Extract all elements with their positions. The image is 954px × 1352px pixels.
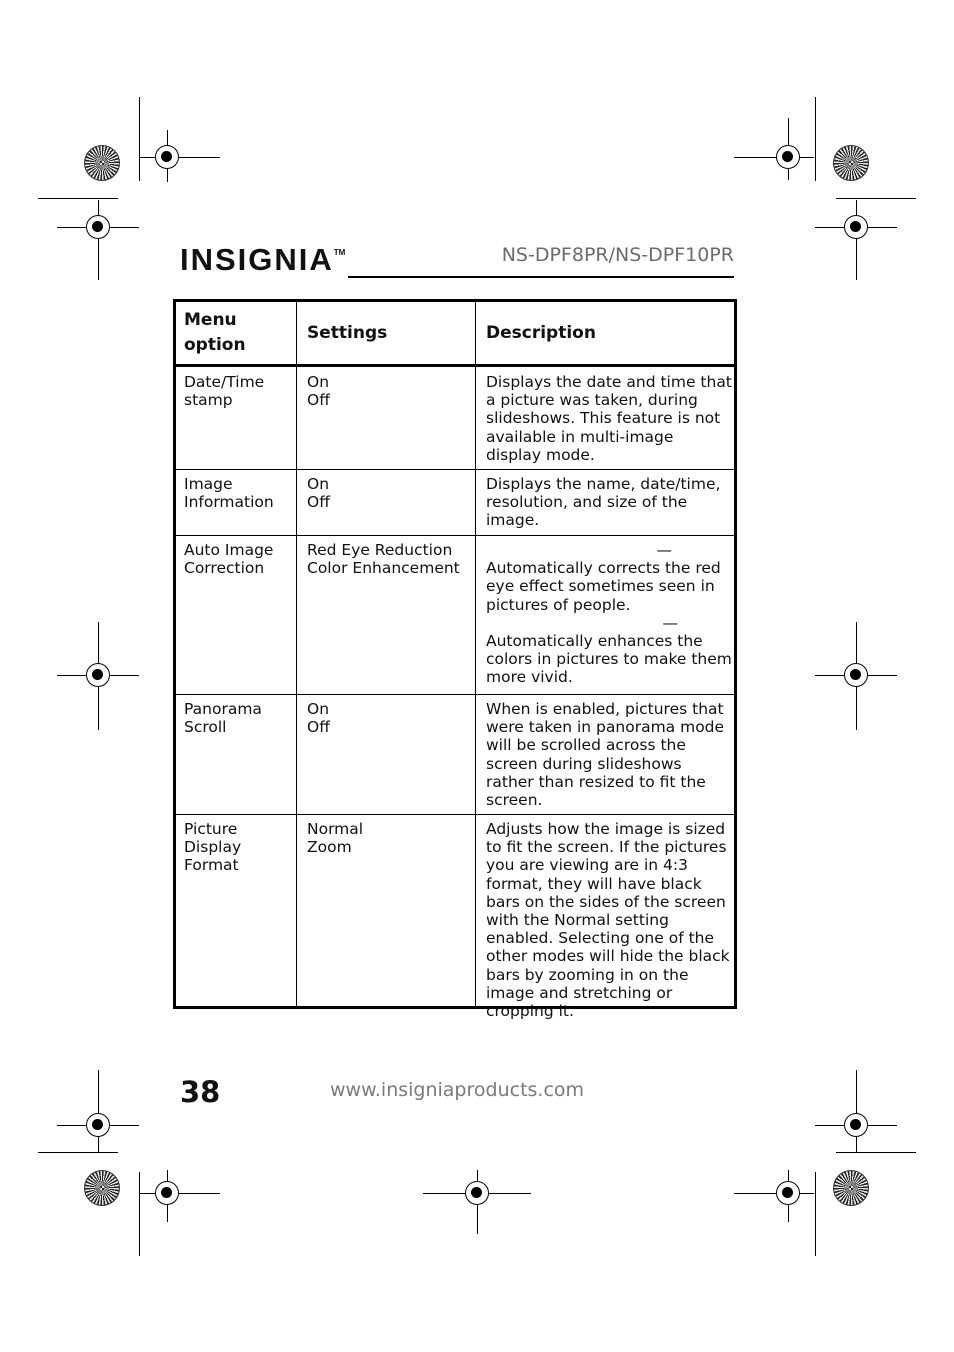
registration-mark-icon [86,215,110,239]
description-dash: — [656,541,672,559]
color-wheel-icon [833,145,869,181]
brand-name: INSIGNIA [180,242,334,277]
menu-options-table [173,299,737,1021]
setting-value: Off [307,391,330,410]
registration-mark-icon [844,215,868,239]
trademark-symbol: TM [333,248,346,257]
header-rule [348,276,734,278]
row-description: Displays the date and time that a picture was taken, during slideshows. This feature is not available in multi-image display mode. [486,373,732,464]
color-wheel-icon [84,145,120,181]
setting-value: Zoom [307,838,352,857]
setting-value: Off [307,493,330,512]
registration-mark-icon [776,145,800,169]
setting-value: On [307,373,330,391]
row-settings [307,541,477,577]
page-number: 38 [180,1075,221,1109]
setting-value: Red Eye Reduction [307,541,453,559]
setting-value: On [307,700,330,718]
model-number: NS-DPF8PR/NS-DPF10PR [501,244,734,266]
registration-mark-icon [844,663,868,687]
row-description [486,541,732,687]
description-dash: — [662,613,678,632]
row-option: Auto Image Correction [184,541,274,578]
registration-mark-icon [86,663,110,687]
row-option: Panorama Scroll [184,700,262,737]
setting-value: Color Enhancement [307,559,460,578]
table-header [176,302,734,367]
row-option: Picture Display Format [184,820,242,875]
header-description: Description [486,323,596,343]
description-text: Automatically corrects the red eye effect sometimes seen in pictures of people. [486,559,721,614]
setting-value: Normal [307,820,364,838]
registration-mark-icon [155,145,179,169]
row-option: Date/Time stamp [184,373,265,410]
row-settings [307,820,477,856]
website-url[interactable]: www.insigniaproducts.com [330,1079,585,1101]
registration-mark-icon [844,1113,868,1137]
color-wheel-icon [84,1170,120,1206]
registration-mark-icon [465,1181,489,1205]
brand-logo [180,240,345,280]
registration-mark-icon [155,1181,179,1205]
row-settings [307,475,477,511]
header-settings: Settings [307,323,388,343]
setting-value: Off [307,718,330,737]
row-settings [307,700,477,736]
header-menu-option: Menu option [184,310,246,355]
color-wheel-icon [833,1170,869,1206]
registration-mark-icon [86,1113,110,1137]
row-description: Displays the name, date/time, resolution, and size of the image. [486,475,721,530]
description-text: Automatically enhances the colors in pictures to make them more vivid. [486,632,732,687]
row-description: When is enabled, pictures that were taken in panorama mode will be scrolled across the screen during slideshows rather than resized to fit the screen. [486,700,725,810]
row-description: Adjusts how the image is sized to fit the screen. If the pictures you are viewing are in 4:3 format, they will have black bars on the sides of the screen with the Normal setting enabled. Selecting one of the other modes will hide the black bars by zooming in on the image and stretching or cropping it. [486,820,730,1021]
row-option: Image Information [184,475,274,512]
registration-mark-icon [776,1181,800,1205]
setting-value: On [307,475,330,493]
row-settings [307,373,477,409]
